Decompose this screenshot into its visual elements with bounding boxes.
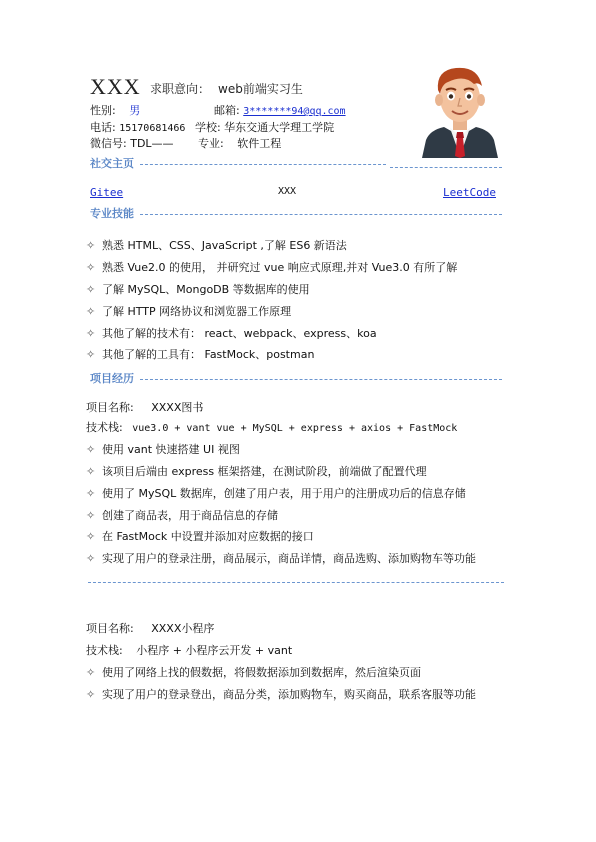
bullet-icon: ✧ <box>86 688 96 701</box>
avatar-illustration <box>420 60 500 158</box>
phone-label: 电话: <box>90 121 116 134</box>
school-label: 学校: <box>194 121 221 134</box>
project1-stack <box>86 421 457 435</box>
social-title-divider <box>140 164 386 165</box>
major-label: 专业: <box>198 137 224 150</box>
section-title-social: 社交主页 <box>90 157 134 170</box>
project2-stack-label: 技术栈: <box>86 644 123 657</box>
bullet-icon: ✧ <box>86 487 96 500</box>
skill-item: ✧ 熟悉 HTML、CSS、JavaScript ,了解 ES6 新语法 <box>86 239 347 252</box>
email-link[interactable]: 3*******94@qq.com <box>243 106 346 117</box>
project2-stack <box>86 644 292 657</box>
project2-name <box>86 622 214 635</box>
job-intent-label: 求职意向： <box>150 82 211 96</box>
section-title-skills: 专业技能 <box>90 207 134 220</box>
major-row <box>198 137 281 150</box>
leetcode-link[interactable]: LeetCode <box>443 186 496 199</box>
skill-item: ✧ 熟悉 Vue2.0 的使用， 并研究过 vue 响应式原理,并对 Vue3.0 有所了解 <box>86 261 458 274</box>
projects-title-divider <box>140 379 502 380</box>
bullet-icon: ✧ <box>86 530 96 543</box>
job-intent <box>150 82 303 96</box>
skill-item: ✧ 了解 MySQL、MongoDB 等数据库的使用 <box>86 283 310 296</box>
wechat-row <box>90 137 174 150</box>
project1-item: ✧ 实现了用户的登录注册，商品展示，商品详情，商品选购、添加购物车等功能 <box>86 552 476 565</box>
project2-name-label: 项目名称: <box>86 622 134 635</box>
bullet-icon: ✧ <box>86 239 96 252</box>
project1-item: ✧ 使用 vant 快速搭建 UI 视图 <box>86 443 240 456</box>
skill-item: ✧ 其他了解的工具有： FastMock、postman <box>86 348 315 361</box>
gitee-link[interactable]: Gitee <box>90 186 124 199</box>
school-value: 华东交通大学理工学院 <box>224 121 335 134</box>
skills-title-divider <box>140 214 502 215</box>
bullet-icon: ✧ <box>86 283 96 296</box>
job-intent-value: web前端实习生 <box>218 82 303 96</box>
bullet-icon: ✧ <box>86 509 96 522</box>
gender-row <box>90 104 140 117</box>
gender-label: 性别: <box>90 104 116 117</box>
skill-item: ✧ 其他了解的技术有： react、webpack、express、koa <box>86 327 377 340</box>
project2-stack-value: 小程序 + 小程序云开发 + vant <box>136 644 293 657</box>
project1-name-label: 项目名称: <box>86 401 134 414</box>
social-middle-text: XXX <box>278 186 297 197</box>
candidate-name: XXX <box>90 74 141 99</box>
project1-item: ✧ 在 FastMock 中设置并添加对应数据的接口 <box>86 530 314 543</box>
project-divider <box>88 582 504 583</box>
project1-item: ✧ 该项目后端由 express 框架搭建，在测试阶段，前端做了配置代理 <box>86 465 427 478</box>
project1-item: ✧ 创建了商品表，用于商品信息的存储 <box>86 509 278 522</box>
project2-item: ✧ 实现了用户的登录登出，商品分类，添加购物车，购买商品，联系客服等功能 <box>86 688 476 701</box>
phone-school-row <box>90 121 334 135</box>
bullet-icon: ✧ <box>86 348 96 361</box>
project1-item: ✧ 使用了 MySQL 数据库，创建了用户表，用于用户的注册成功后的信息存储 <box>86 487 466 500</box>
wechat-label: 微信号: <box>90 137 127 150</box>
major-value: 软件工程 <box>237 137 282 150</box>
email-label: 邮箱: <box>214 104 240 117</box>
gender-value: 男 <box>129 104 141 117</box>
social-title-divider-right <box>390 167 502 168</box>
project2-item: ✧ 使用了网络上找的假数据，将假数据添加到数据库，然后渲染页面 <box>86 666 421 679</box>
project1-stack-value: vue3.0 + vant vue + MySQL + express + axios + FastMock <box>132 423 458 434</box>
bullet-icon: ✧ <box>86 666 96 679</box>
project2-name-value: XXXX小程序 <box>151 622 215 635</box>
avatar <box>420 60 500 158</box>
social-links-row <box>90 186 496 199</box>
phone-value: 15170681466 <box>119 123 186 134</box>
project1-stack-label: 技术栈: <box>86 421 123 434</box>
bullet-icon: ✧ <box>86 305 96 318</box>
wechat-value: TDL—— <box>130 137 174 150</box>
bullet-icon: ✧ <box>86 443 96 456</box>
project1-name <box>86 401 203 414</box>
bullet-icon: ✧ <box>86 552 96 565</box>
bullet-icon: ✧ <box>86 465 96 478</box>
bullet-icon: ✧ <box>86 327 96 340</box>
skill-item: ✧ 了解 HTTP 网络协议和浏览器工作原理 <box>86 305 292 318</box>
project1-name-value: XXXX图书 <box>151 401 204 414</box>
bullet-icon: ✧ <box>86 261 96 274</box>
email-row <box>214 104 346 118</box>
section-title-projects: 项目经历 <box>90 372 134 385</box>
